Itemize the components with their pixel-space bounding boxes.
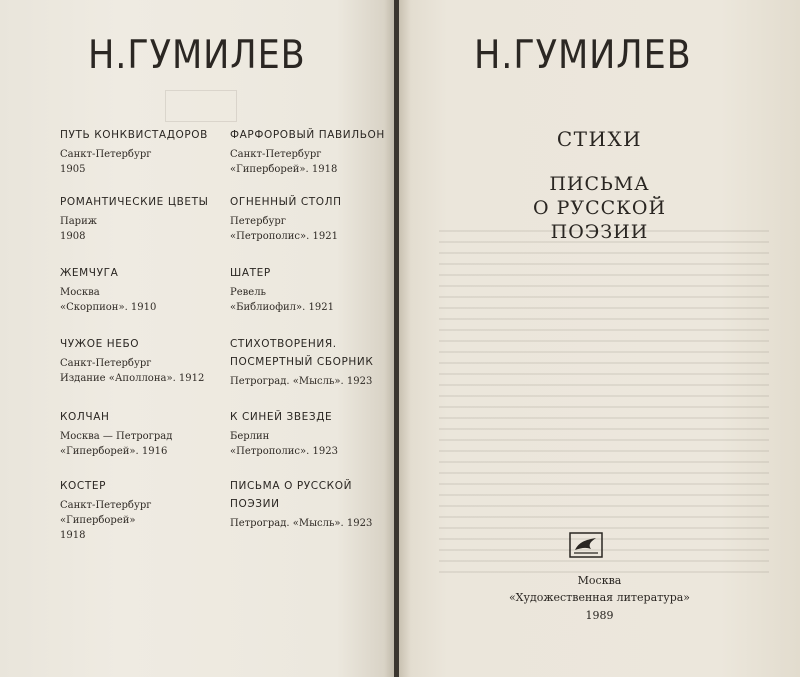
left-author-name: Н.ГУМИЛЕВ	[88, 33, 306, 78]
bleed-through	[439, 230, 769, 580]
entry-title-line2: ПОСМЕРТНЫЙ СБОРНИК	[230, 356, 374, 368]
entry-place: Санкт-Петербург	[230, 149, 322, 160]
entry-title: ПИСЬМА О РУССКОЙ	[230, 480, 353, 492]
bibliography-entry	[230, 126, 400, 177]
bibliography-entry	[60, 126, 230, 177]
bibliography-entry	[230, 408, 400, 459]
imprint-year: 1989	[585, 609, 614, 622]
right-page	[399, 0, 800, 677]
title-line: ПИСЬМА	[549, 173, 650, 195]
entry-publisher: 1905	[60, 164, 86, 175]
entry-title: ФАРФОРОВЫЙ ПАВИЛЬОН	[230, 129, 385, 141]
entry-place: Санкт-Петербург	[60, 500, 152, 511]
left-page	[0, 0, 396, 677]
entry-place: Петербург	[230, 216, 287, 227]
bibliography-entry	[230, 477, 400, 531]
bleed-through	[165, 90, 237, 122]
entry-title: ПУТЬ КОНКВИСТАДОРОВ	[60, 129, 208, 141]
entry-publisher: «Скорпион». 1910	[60, 302, 157, 313]
entry-publisher: «Библиофил». 1921	[230, 302, 334, 313]
entry-publisher: «Петрополис». 1921	[230, 231, 338, 242]
publisher-logo-icon	[569, 532, 603, 558]
book-title-poems: СТИХИ	[556, 127, 643, 151]
bibliography-entry	[60, 335, 230, 386]
entry-place: Париж	[60, 216, 97, 227]
entry-publisher: Петроград. «Мысль». 1923	[230, 518, 373, 529]
bibliography-entry	[60, 408, 230, 459]
entry-year: 1918	[60, 530, 86, 541]
entry-place: Москва — Петроград	[60, 431, 173, 442]
entry-place: Санкт-Петербург	[60, 149, 152, 160]
entry-publisher: «Гиперборей». 1916	[60, 446, 168, 457]
bibliography-entry	[230, 193, 400, 244]
entry-title: ШАТЕР	[230, 267, 271, 279]
bibliography-entry	[60, 264, 230, 315]
entry-place: Берлин	[230, 431, 270, 442]
entry-place: Москва	[60, 287, 100, 298]
entry-publisher: Петроград. «Мысль». 1923	[230, 376, 373, 387]
bibliography-entry	[230, 264, 400, 315]
entry-title: ЖЕМЧУГА	[60, 267, 119, 279]
entry-place: Санкт-Петербург	[60, 358, 152, 369]
entry-title: СТИХОТВОРЕНИЯ.	[230, 338, 337, 350]
entry-publisher: «Гиперборей». 1918	[230, 164, 338, 175]
entry-publisher: «Гиперборей»	[60, 515, 136, 526]
title-line: О РУССКОЙ	[532, 197, 667, 219]
entry-title: ЧУЖОЕ НЕБО	[60, 338, 140, 350]
entry-publisher: 1908	[60, 231, 86, 242]
entry-place: Ревель	[230, 287, 266, 298]
book-title-letters	[399, 172, 800, 244]
entry-publisher: «Петрополис». 1923	[230, 446, 338, 457]
entry-title: РОМАНТИЧЕСКИЕ ЦВЕТЫ	[60, 196, 209, 208]
entry-title: КОЛЧАН	[60, 411, 110, 423]
entry-publisher: Издание «Аполлона». 1912	[60, 373, 205, 384]
bibliography-entry	[60, 193, 230, 244]
right-author-name: Н.ГУМИЛЕВ	[474, 33, 692, 78]
bibliography-entry	[60, 477, 230, 543]
bibliography-entry	[230, 335, 400, 389]
entry-title: К СИНЕЙ ЗВЕЗДЕ	[230, 411, 333, 423]
title-line: ПОЭЗИИ	[550, 221, 649, 243]
entry-title: ОГНЕННЫЙ СТОЛП	[230, 196, 342, 208]
imprint-city: Москва	[577, 574, 622, 587]
imprint-publisher: «Художественная литература»	[508, 591, 691, 604]
entry-title-line2: ПОЭЗИИ	[230, 498, 280, 510]
entry-title: КОСТЕР	[60, 480, 107, 492]
